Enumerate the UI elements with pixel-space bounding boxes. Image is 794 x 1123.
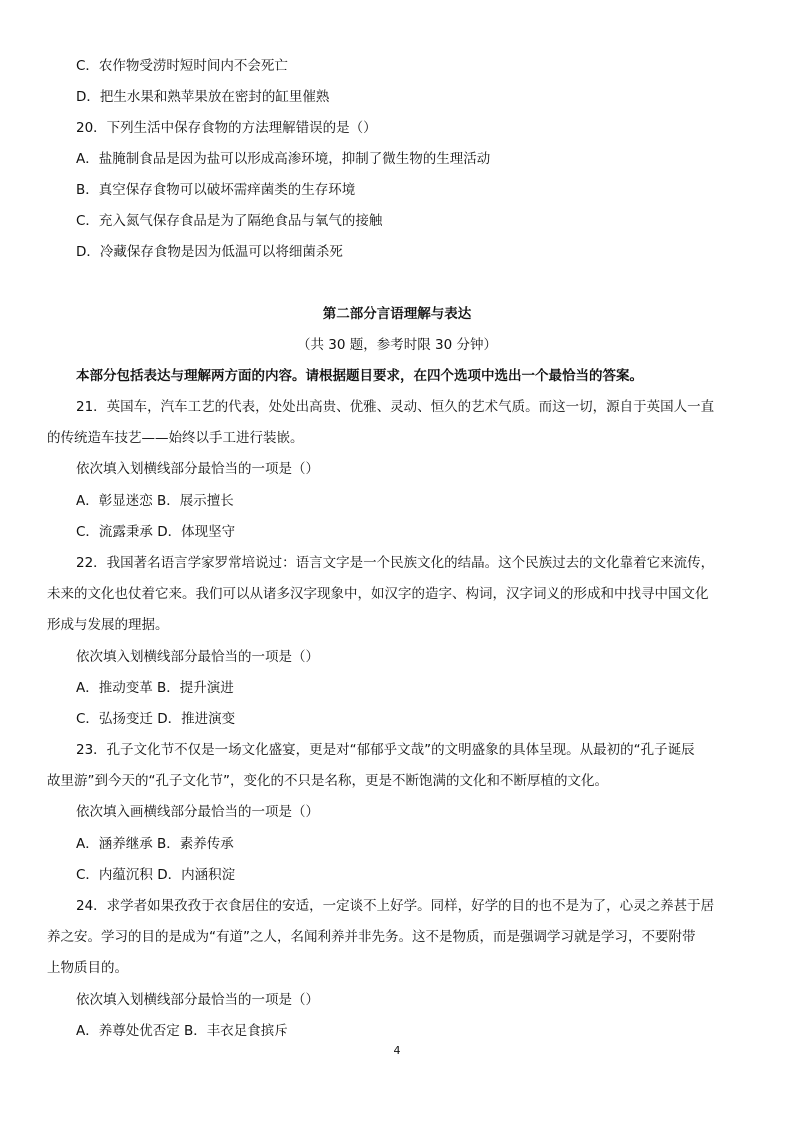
q24-line-3: 上物质目的。 bbox=[47, 960, 128, 976]
q24-line-2: 养之安。学习的目的是成为“有道”之人，名闻利养并非先务。这不是物质，而是强调学习就是学习，不要附带 bbox=[47, 929, 696, 945]
q22-prompt: 依次填入划横线部分最恰当的一项是（） bbox=[76, 649, 319, 665]
q23-prompt: 依次填入画横线部分最恰当的一项是（） bbox=[76, 804, 319, 820]
q23-options-cd: C．内蕴沉积 D．内涵积淀 bbox=[76, 867, 236, 883]
q22-options-ab: A．推动变革 B．提升演进 bbox=[76, 680, 234, 696]
q19-option-c: C．农作物受涝时短时间内不会死亡 bbox=[76, 58, 288, 74]
q21-options-cd: C．流露秉承 D．体现坚守 bbox=[76, 524, 236, 540]
q21-line-2: 的传统造车技艺——始终以手工进行装嵌。 bbox=[47, 430, 304, 446]
q23-line-1: 23．孔子文化节不仅是一场文化盛宴，更是对“郁郁乎文哉”的文明盛象的具体呈现。从最初的“孔子诞辰 bbox=[76, 742, 695, 758]
q20-option-a: A．盐腌制食品是因为盐可以形成高渗环境，抑制了微生物的生理活动 bbox=[76, 151, 491, 167]
q20-option-d: D．冷藏保存食物是因为低温可以将细菌杀死 bbox=[76, 244, 343, 260]
q21-line-1: 21．英国车，汽车工艺的代表，处处出高贵、优雅、灵动、恒久的艺术气质。而这一切，源自于英国人一直 bbox=[76, 399, 715, 415]
page-number: 4 bbox=[393, 1044, 401, 1057]
q20-stem: 20．下列生活中保存食物的方法理解错误的是（） bbox=[76, 120, 377, 136]
q19-option-d: D．把生水果和熟苹果放在密封的缸里催熟 bbox=[76, 89, 330, 105]
section-title: 第二部分言语理解与表达 bbox=[322, 306, 472, 322]
section-instructions: 本部分包括表达与理解两方面的内容。请根据题目要求，在四个选项中选出一个最恰当的答案。 bbox=[76, 368, 643, 384]
section-subtitle: （共 30 题，参考时限 30 分钟） bbox=[296, 337, 498, 353]
q21-options-ab: A．彰显迷恋 B．展示擅长 bbox=[76, 493, 234, 509]
q20-option-b: B．真空保存食物可以破坏需痒菌类的生存环境 bbox=[76, 182, 356, 198]
q22-line-3: 形成与发展的理据。 bbox=[47, 617, 169, 633]
q24-line-1: 24．求学者如果孜孜于衣食居住的安适，一定谈不上好学。同样，好学的目的也不是为了，心灵之养甚于居 bbox=[76, 898, 715, 914]
q22-line-2: 未来的文化也仗着它来。我们可以从诸多汉字现象中，如汉字的造字、构词，汉字词义的形成和中找寻中国文化 bbox=[47, 586, 709, 602]
q21-prompt: 依次填入划横线部分最恰当的一项是（） bbox=[76, 461, 319, 477]
q22-options-cd: C．弘扬变迁 D．推进演变 bbox=[76, 711, 236, 727]
q23-line-2: 故里游”到今天的“孔子文化节”，变化的不只是名称，更是不断饱满的文化和不断厚植的文化。 bbox=[47, 773, 608, 789]
q23-options-ab: A．涵养继承 B．素养传承 bbox=[76, 836, 234, 852]
q24-prompt: 依次填入划横线部分最恰当的一项是（） bbox=[76, 992, 319, 1008]
q24-options-ab: A．养尊处优否定 B．丰衣足食摈斥 bbox=[76, 1023, 288, 1039]
q20-option-c: C．充入氮气保存食品是为了隔绝食品与氧气的接触 bbox=[76, 213, 383, 229]
q22-line-1: 22．我国著名语言学家罗常培说过：语言文字是一个民族文化的结晶。这个民族过去的文化靠着它来流传， bbox=[76, 555, 715, 571]
